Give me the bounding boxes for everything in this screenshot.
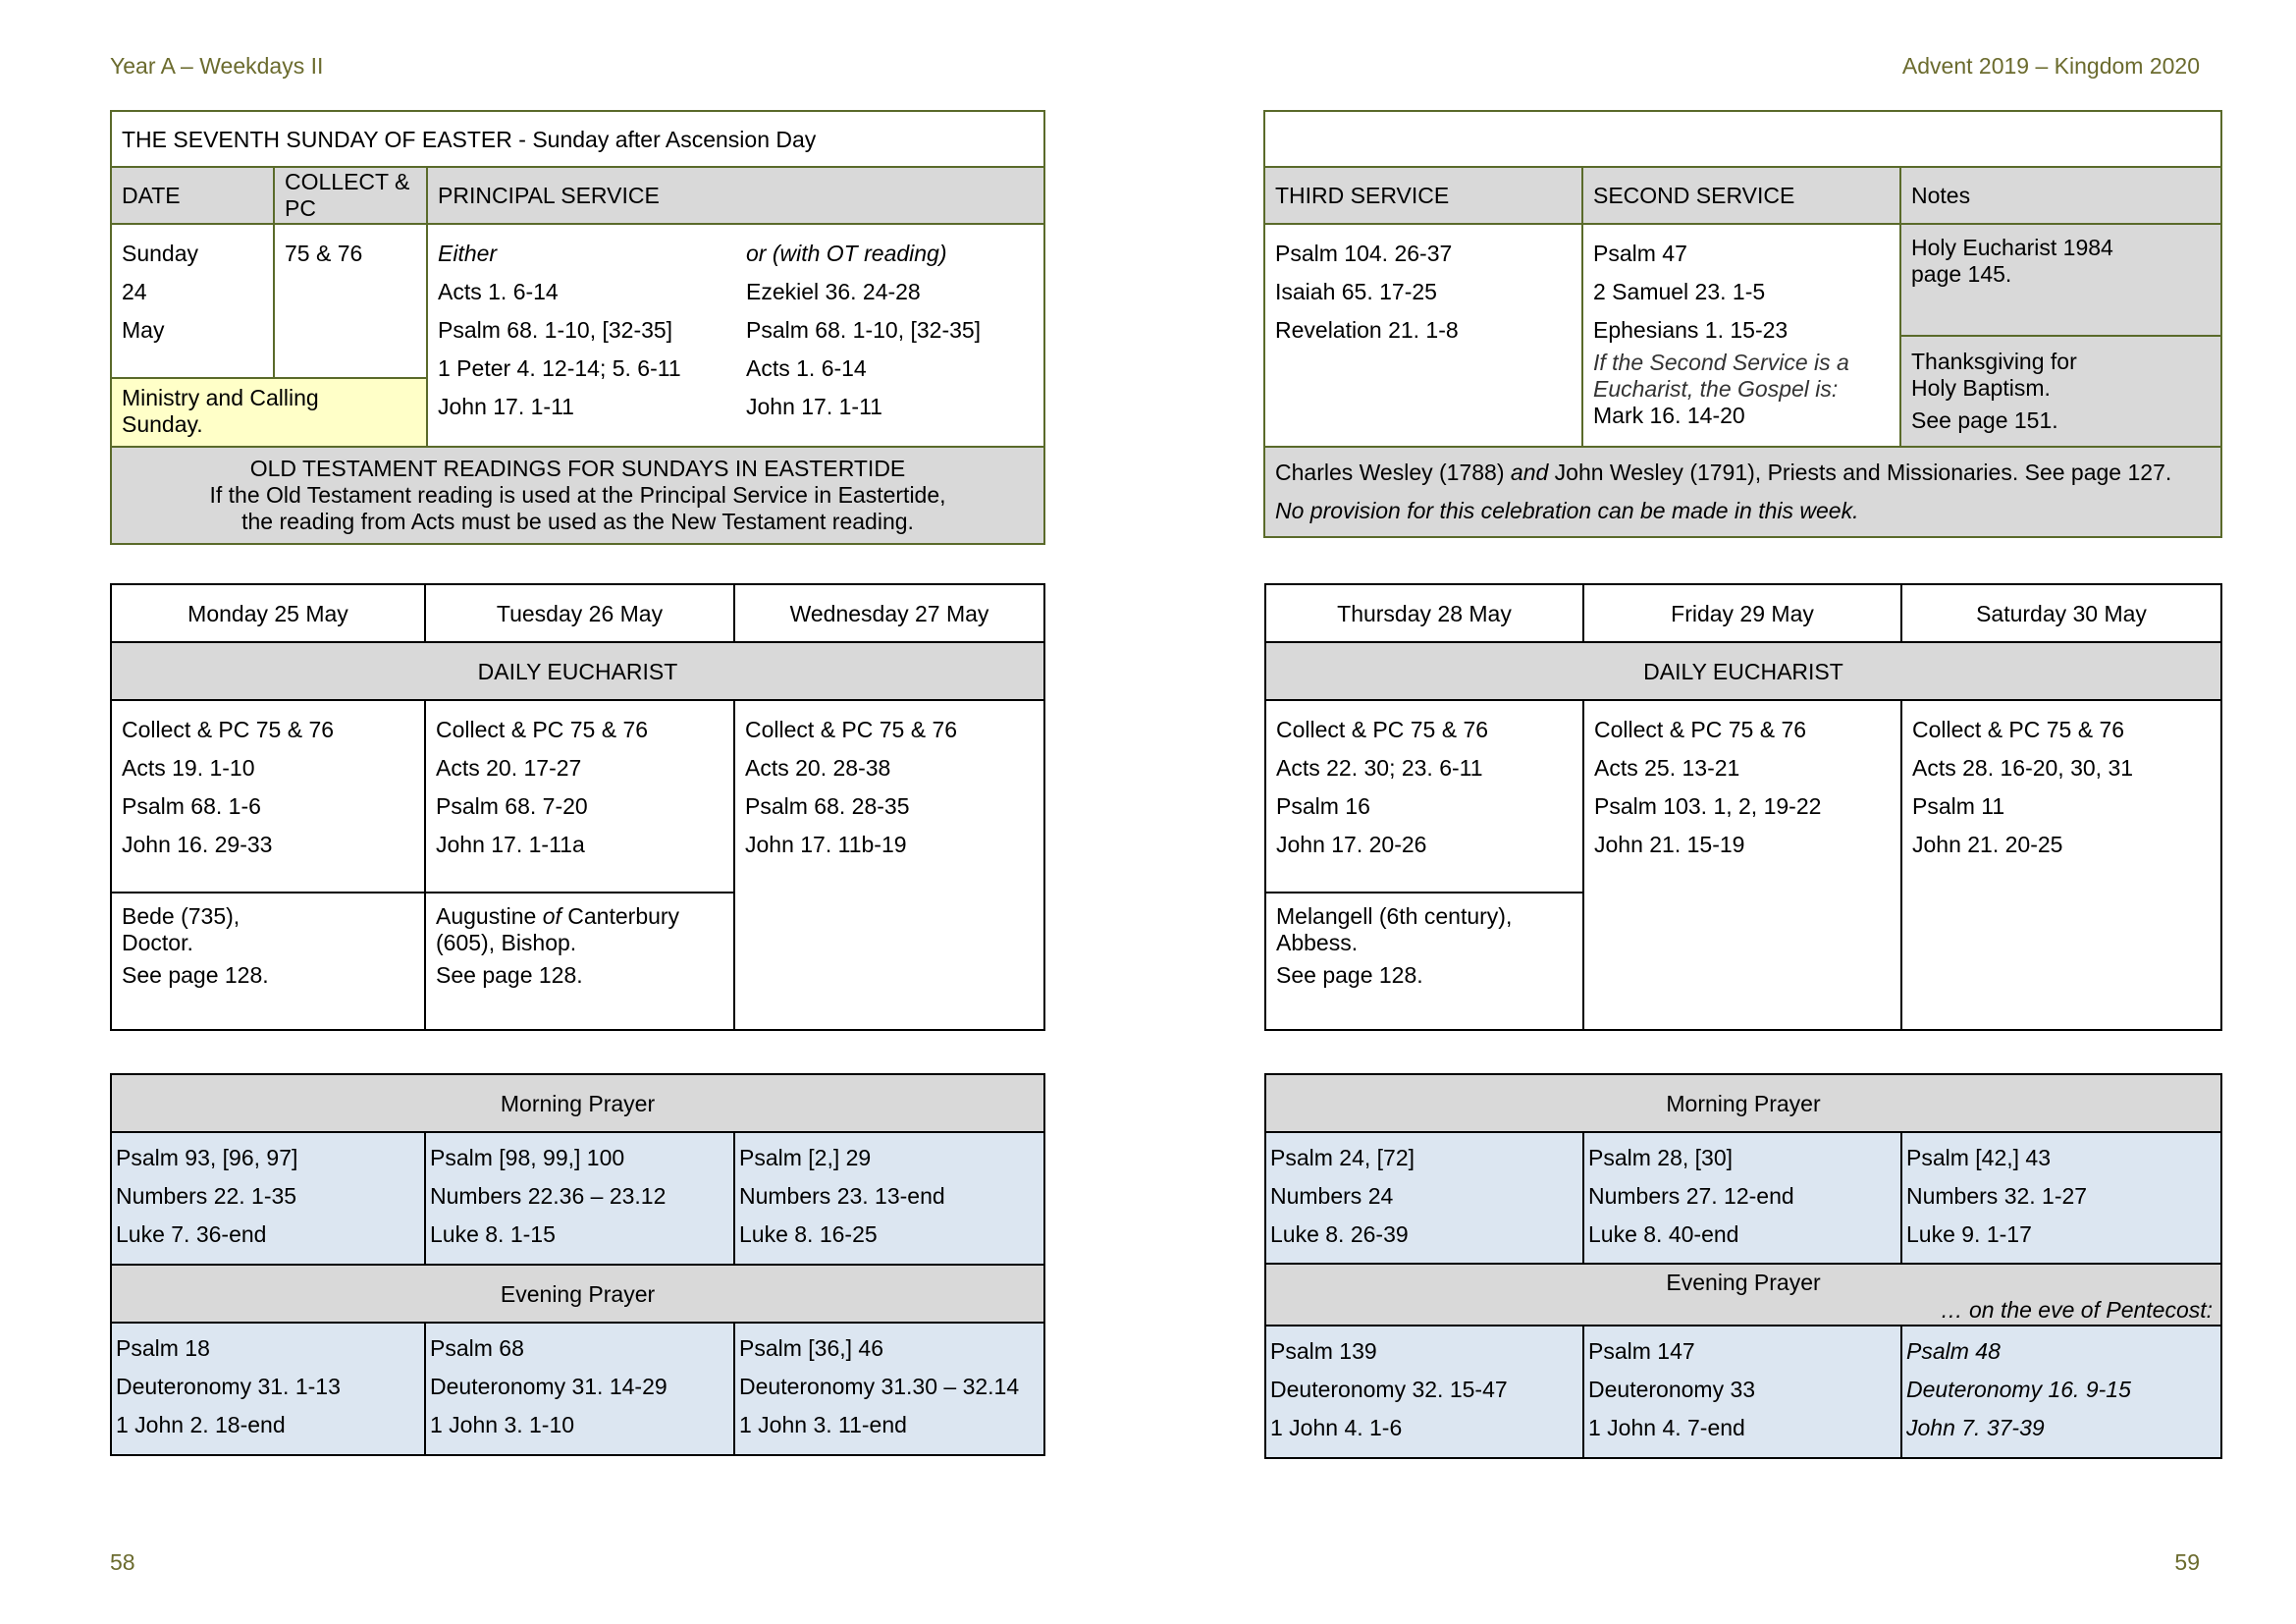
mp-friday: Psalm 28, [30] Numbers 27. 12-end Luke 8. 40-end [1583,1132,1901,1264]
office-table-right [1264,1073,2222,1459]
col-third-header: THIRD SERVICE [1264,167,1582,224]
ep-saturday: Psalm 48 Deuteronomy 16. 9-15 John 7. 37-39 [1901,1326,2221,1458]
morning-prayer-label-right: Morning Prayer [1265,1074,2221,1132]
commemoration-thursday: Melangell (6th century), Abbess. See page 128. [1265,893,1583,1030]
day-header-friday: Friday 29 May [1583,584,1901,642]
eucharist-table-right [1264,583,2222,1031]
day-header-saturday: Saturday 30 May [1901,584,2221,642]
pentecost-eve-note: … on the eve of Pentecost: [1940,1297,2214,1323]
commemoration-monday: Bede (735), Doctor. See page 128. [111,893,425,1030]
ep-thursday: Psalm 139 Deuteronomy 32. 15-47 1 John 4. 1-6 [1265,1326,1583,1458]
principal-either: Either Acts 1. 6-14 Psalm 68. 1-10, [32-35] 1 Peter 4. 12-14; 5. 6-11 John 17. 1-11 [427,224,736,447]
ep-friday: Psalm 147 Deuteronomy 33 1 John 4. 7-end [1583,1326,1901,1458]
eucharist-friday: Collect & PC 75 & 76 Acts 25. 13-21 Psalm 103. 1, 2, 19-22 John 21. 15-19 [1583,700,1901,1030]
ot-readings-note: OLD TESTAMENT READINGS FOR SUNDAYS IN EASTERTIDE If the Old Testament reading is used at the Principal Service in Eastertide, the reading from Acts must be used as the New Testament reading. [111,447,1044,544]
eucharist-wednesday: Collect & PC 75 & 76 Acts 20. 28-38 Psalm 68. 28-35 John 17. 11b-19 [734,700,1044,1030]
daily-eucharist-label-right: DAILY EUCHARIST [1265,642,2221,700]
col-notes-header: Notes [1900,167,2221,224]
col-second-header: SECOND SERVICE [1582,167,1900,224]
ep-wednesday: Psalm [36,] 46 Deuteronomy 31.30 – 32.14 1 John 3. 11-end [734,1323,1044,1455]
eucharist-tuesday: Collect & PC 75 & 76 Acts 20. 17-27 Psalm 68. 7-20 John 17. 1-11a [425,700,734,893]
third-service: Psalm 104. 26-37 Isaiah 65. 17-25 Revelation 21. 1-8 [1264,224,1582,447]
morning-prayer-label: Morning Prayer [111,1074,1044,1132]
col-date-header: DATE [111,167,274,224]
sunday-collect: 75 & 76 [274,224,427,378]
principal-or: or (with OT reading) Ezekiel 36. 24-28 Psalm 68. 1-10, [32-35] Acts 1. 6-14 John 17. 1-11 [736,224,1044,447]
commemoration-tuesday: Augustine of Canterbury (605), Bishop. See page 128. [425,893,734,1030]
page-number-right: 59 [2174,1549,2200,1575]
day-header-wednesday: Wednesday 27 May [734,584,1044,642]
day-header-monday: Monday 25 May [111,584,425,642]
evening-prayer-label-right: Evening Prayer … on the eve of Pentecost: [1265,1264,2221,1326]
ep-tuesday: Psalm 68 Deuteronomy 31. 14-29 1 John 3. 1-10 [425,1323,734,1455]
mp-thursday: Psalm 24, [72] Numbers 24 Luke 8. 26-39 [1265,1132,1583,1264]
daily-eucharist-label: DAILY EUCHARIST [111,642,1044,700]
sunday-services-table [1263,110,2222,538]
day-header-tuesday: Tuesday 26 May [425,584,734,642]
mp-saturday: Psalm [42,] 43 Numbers 32. 1-27 Luke 9. 1-17 [1901,1132,2221,1264]
second-service: Psalm 47 2 Samuel 23. 1-5 Ephesians 1. 15-23 If the Second Service is a Eucharist, the Gospel is: Mark 16. 14-20 [1582,224,1900,447]
eucharist-monday: Collect & PC 75 & 76 Acts 19. 1-10 Psalm 68. 1-6 John 16. 29-33 [111,700,425,893]
evening-prayer-label: Evening Prayer [111,1265,1044,1323]
eucharist-table-left [110,583,1045,1031]
running-header-right: Advent 2019 – Kingdom 2020 [1901,53,2200,79]
wesley-note: Charles Wesley (1788) and John Wesley (1791), Priests and Missionaries. See page 127. No provision for this celebration can be made in this week. [1264,447,2221,537]
col-principal-header: PRINCIPAL SERVICE [427,167,1044,224]
mp-tuesday: Psalm [98, 99,] 100 Numbers 22.36 – 23.12 Luke 8. 1-15 [425,1132,734,1265]
notes-baptism: Thanksgiving for Holy Baptism. See page 151. [1900,336,2221,447]
col-collect-header: COLLECT & PC [274,167,427,224]
sunday-date: Sunday 24 May [111,224,274,378]
blank-title-row [1264,111,2221,167]
sunday-table [110,110,1045,545]
page-number-left: 58 [110,1549,135,1575]
ep-monday: Psalm 18 Deuteronomy 31. 1-13 1 John 2. 18-end [111,1323,425,1455]
eucharist-saturday: Collect & PC 75 & 76 Acts 28. 16-20, 30, 31 Psalm 11 John 21. 20-25 [1901,700,2221,1030]
mp-wednesday: Psalm [2,] 29 Numbers 23. 13-end Luke 8. 16-25 [734,1132,1044,1265]
mp-monday: Psalm 93, [96, 97] Numbers 22. 1-35 Luke 7. 36-end [111,1132,425,1265]
eucharist-thursday: Collect & PC 75 & 76 Acts 22. 30; 23. 6-11 Psalm 16 John 17. 20-26 [1265,700,1583,893]
day-header-thursday: Thursday 28 May [1265,584,1583,642]
office-table-left [110,1073,1045,1456]
running-header-left: Year A – Weekdays II [110,53,324,79]
sunday-title: THE SEVENTH SUNDAY OF EASTER - Sunday after Ascension Day [111,111,1044,167]
notes-eucharist: Holy Eucharist 1984 page 145. [1900,224,2221,336]
ministry-calling-note: Ministry and Calling Sunday. [111,378,427,447]
